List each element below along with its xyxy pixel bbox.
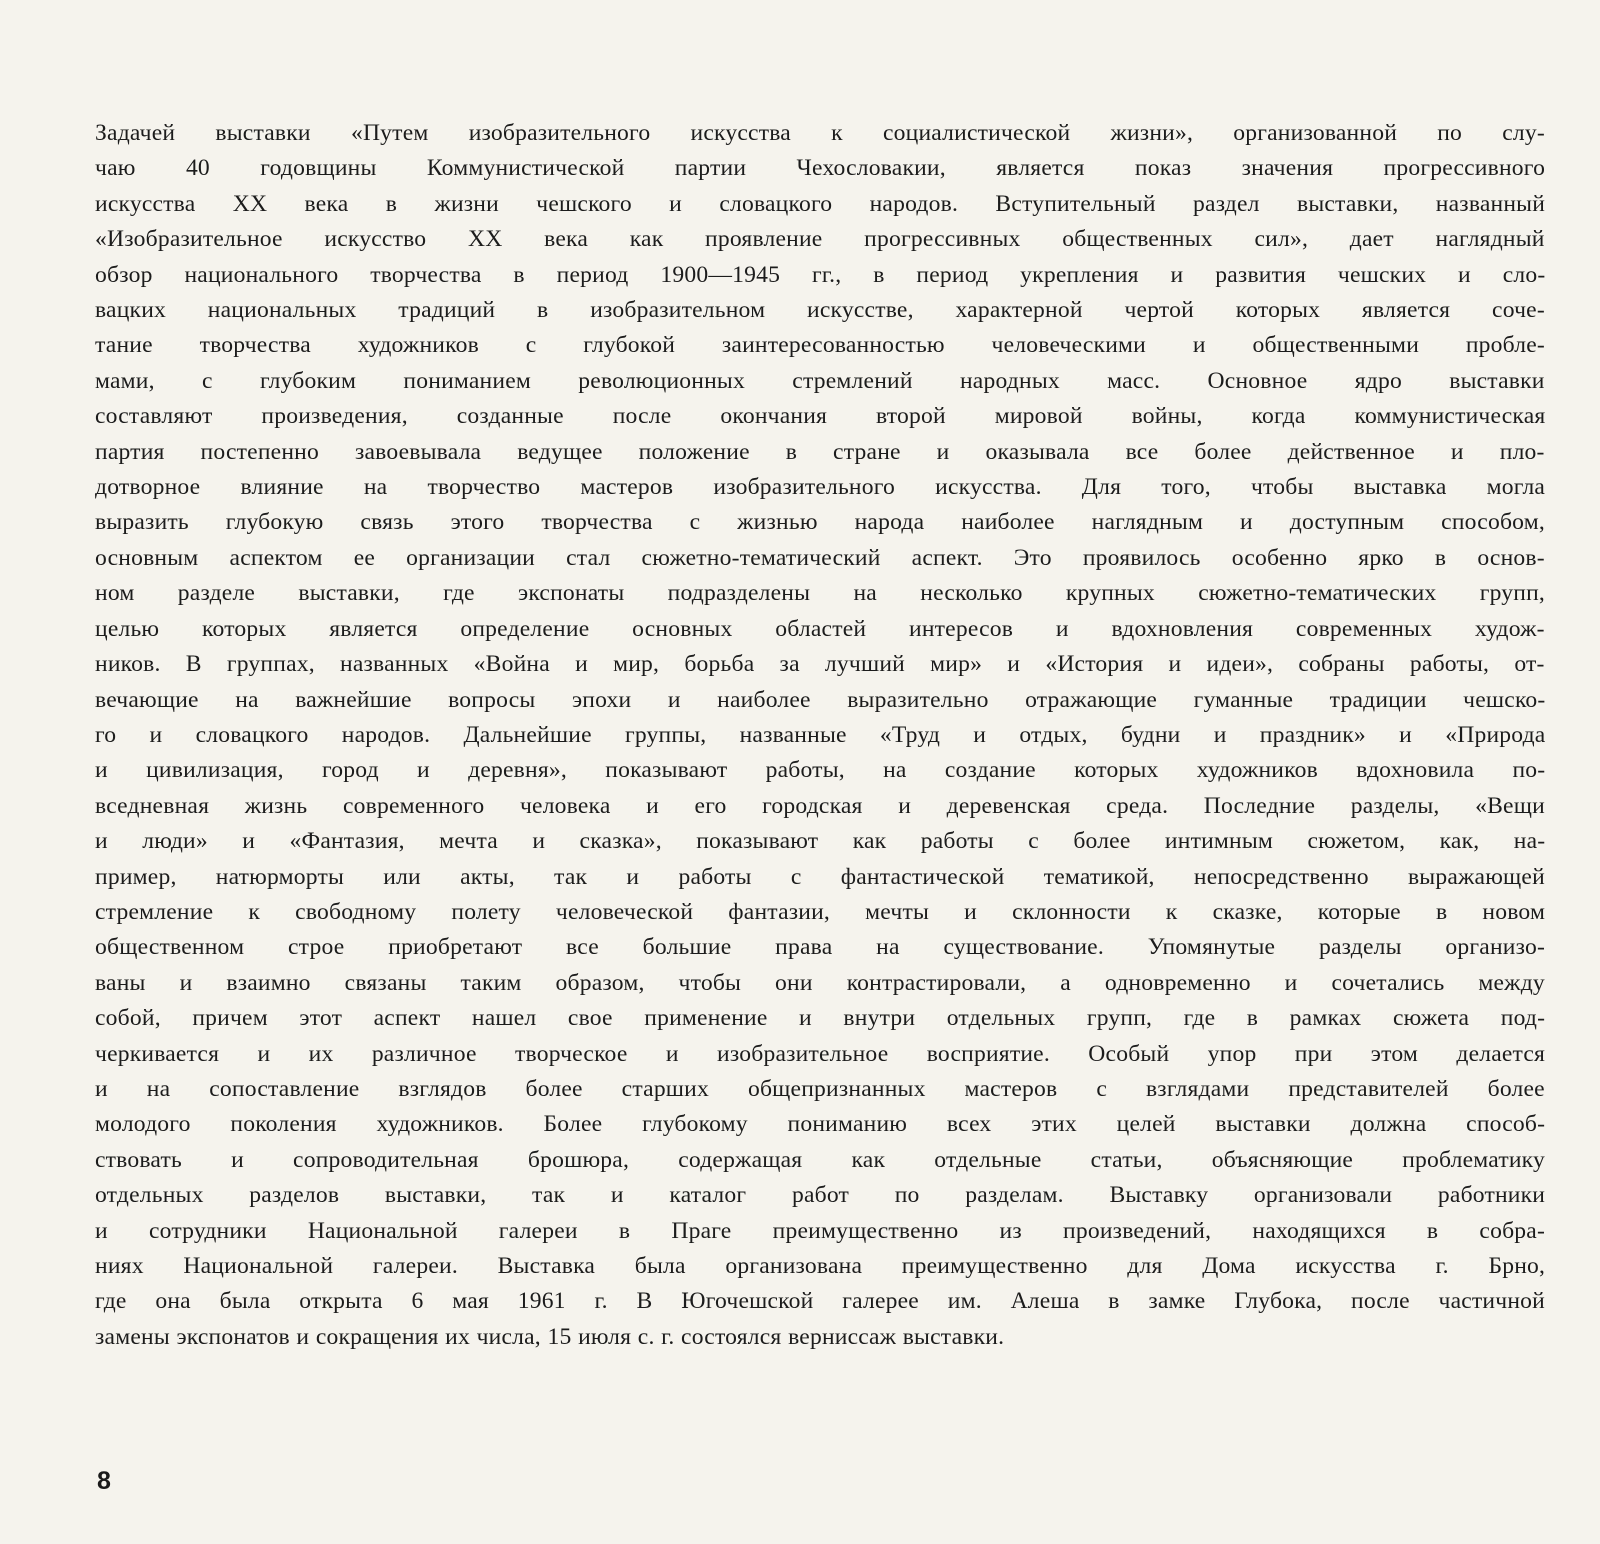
- text-line: выразить глубокую связь этого творчества с жизнью народа наиболее наглядным и доступным способом,: [95, 509, 1545, 536]
- text-line: ном разделе выставки, где экспонаты подразделены на несколько крупных сюжетно-тематических групп,: [95, 580, 1546, 607]
- text-line: отдельных разделов выставки, так и каталог работ по разделам. Выставку организовали работники: [95, 1182, 1546, 1209]
- text-line: Задачей выставки «Путем изобразительного искусства к социалистической жизни», организованной по слу-: [95, 120, 1545, 146]
- text-line: основным аспектом ее организации стал сюжетно-тематический аспект. Это проявилось особенно ярко в основ-: [95, 544, 1545, 571]
- text-line: общественном строе приобретают все большие права на существование. Упомянутые разделы организо-: [95, 934, 1546, 961]
- text-line: вацких национальных традиций в изобразительном искусстве, характерной чертой которых является соче-: [95, 297, 1545, 324]
- text-line: собой, причем этот аспект нашел свое применение и внутри отдельных групп, где в рамках сюжета под-: [95, 1005, 1546, 1032]
- text-line: составляют произведения, созданные после окончания второй мировой войны, когда коммунистическая: [95, 403, 1546, 430]
- text-line: обзор национального творчества в период 1900—1945 гг., в период укрепления и развития чешских и сло-: [95, 261, 1546, 288]
- text-line: чаю 40 годовщины Коммунистической партии Чехословакии, является показ значения прогрессивного: [95, 155, 1546, 182]
- text-line: и люди» и «Фантазия, мечта и сказка», показывают как работы с более интимным сюжетом, как, на-: [95, 828, 1546, 855]
- text-line: ников. В группах, названных «Война и мир, борьба за лучший мир» и «История и идеи», собраны работы, от-: [95, 651, 1545, 678]
- text-line: тание творчества художников с глубокой заинтересованностью человеческими и общественными пробле-: [95, 332, 1545, 359]
- text-line: ваны и взаимно связаны таким образом, чтобы они контрастировали, а одновременно и сочетались между: [95, 969, 1545, 996]
- page-number: 8: [97, 1467, 111, 1495]
- text-line: вседневная жизнь современного человека и его городская и деревенская среда. Последние разделы, «Вещи: [95, 792, 1545, 819]
- text-line: молодого поколения художников. Более глубокому пониманию всех этих целей выставки должна способ-: [95, 1111, 1546, 1138]
- text-line: и сотрудники Национальной галереи в Праге преимущественно из произведений, находящихся в собра-: [95, 1217, 1545, 1244]
- text-line: дотворное влияние на творчество мастеров изобразительного искусства. Для того, чтобы выставка могла: [95, 474, 1546, 501]
- text-line: партия постепенно завоевывала ведущее положение в стране и оказывала все более действенное и пло-: [95, 438, 1545, 465]
- text-line: искусства XX века в жизни чешского и словацкого народов. Вступительный раздел выставки, названный: [95, 190, 1546, 217]
- body-text-paragraph: [95, 116, 1545, 1355]
- text-line: мами, с глубоким пониманием революционных стремлений народных масс. Основное ядро выставки: [95, 367, 1545, 394]
- text-line: пример, натюрморты или акты, так и работы с фантастической тематикой, непосредственно выражающей: [95, 863, 1545, 890]
- text-line: целью которых является определение основных областей интересов и вдохновления современных худож-: [95, 615, 1545, 642]
- text-line: и на сопоставление взглядов более старших общепризнанных мастеров с взглядами представителей более: [95, 1075, 1545, 1102]
- text-line: го и словацкого народов. Дальнейшие группы, названные «Труд и отдых, будни и праздник» и «Природа: [95, 721, 1546, 748]
- text-line: стремление к свободному полету человеческой фантазии, мечты и склонности к сказке, которые в новом: [95, 898, 1546, 925]
- text-line: черкивается и их различное творческое и изобразительное восприятие. Особый упор при этом делается: [95, 1040, 1546, 1067]
- text-line: вечающие на важнейшие вопросы эпохи и наиболее выразительно отражающие гуманные традиции чешско-: [95, 686, 1546, 713]
- text-line: «Изобразительное искусство XX века как проявление прогрессивных общественных сил», дает наглядный: [95, 226, 1545, 253]
- text-line: ствовать и сопроводительная брошюра, содержащая как отдельные статьи, объясняющие проблематику: [95, 1146, 1545, 1173]
- text-line: и цивилизация, город и деревня», показывают работы, на создание которых художников вдохновила по-: [95, 757, 1546, 784]
- text-line: замены экспонатов и сокращения их числа, 15 июля с. г. состоялся вернисcаж выставки.: [95, 1323, 1005, 1350]
- text-line: где она была открыта 6 мая 1961 г. В Югочешской галерее им. Алеша в замке Глубока, после частичной: [95, 1288, 1545, 1315]
- text-line: ниях Национальной галереи. Выставка была организована преимущественно для Дома искусства г. Брно,: [95, 1253, 1546, 1279]
